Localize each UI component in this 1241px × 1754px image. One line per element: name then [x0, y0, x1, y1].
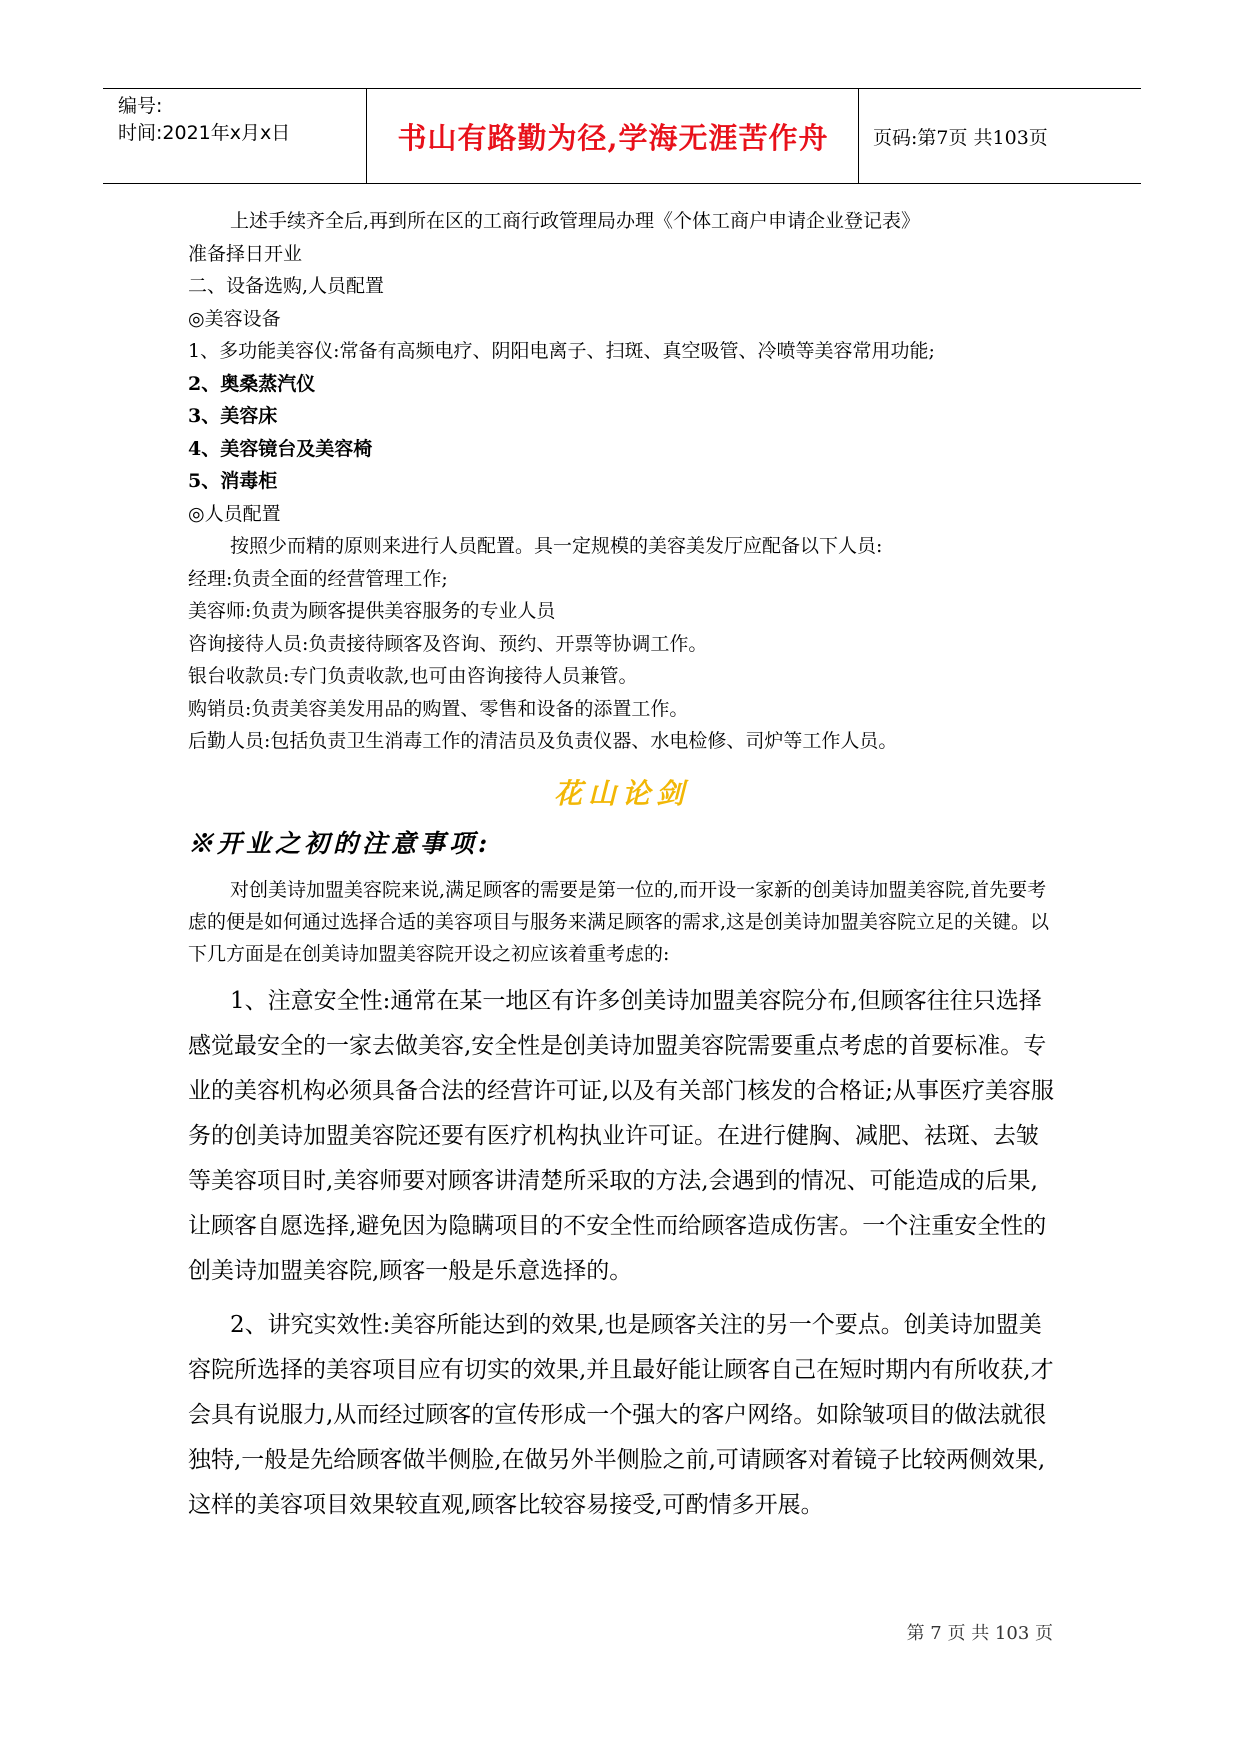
header-divider: [366, 89, 367, 183]
staff-item: 美容师:负责为顾客提供美容服务的专业人员: [188, 600, 556, 622]
intro-line: 上述手续齐全后,再到所在区的工商行政管理局办理《个体工商户申请企业登记表》: [230, 210, 921, 232]
equipment-item: 3、美容床: [188, 405, 278, 427]
equipment-item: 1、多功能美容仪:常备有高频电疗、阴阳电离子、扫斑、真空吸管、冷喷等美容常用功能;: [188, 340, 935, 362]
header-meta: [118, 93, 363, 147]
staff-intro: 按照少而精的原则来进行人员配置。具一定规模的美容美发厅应配备以下人员:: [230, 535, 883, 557]
staff-item: 后勤人员:包括负责卫生消毒工作的清洁员及负责仪器、水电检修、司炉等工作人员。: [188, 730, 898, 752]
equipment-heading: ◎美容设备: [188, 307, 281, 330]
section-heading: 二、设备选购,人员配置: [188, 275, 385, 297]
staff-item: 咨询接待人员:负责接待顾客及咨询、预约、开票等协调工作。: [188, 632, 708, 655]
page-footer: 第 7 页 共 103 页: [906, 1623, 1053, 1644]
equipment-item: 4、美容镜台及美容椅: [188, 437, 373, 460]
document-number-label: 编号:: [118, 95, 163, 117]
paragraph-effectiveness: 2、讲究实效性:美容所能达到的效果,也是顾客关注的另一个要点。创美诗加盟美容院所选择的美容项目应有切实的效果,并且最好能让顾客自己在短时期内有所收获,才会具有说服力,从而经过顾客的宣传形成一个强大的客户网络。如除皱项目的做法就很独特,一般是先给顾客做半侧脸,在做另外半侧脸之前,可请顾客对着镜子比较两侧效果,这样的美容项目效果较直观,顾客比较容易接受,可酌情多开展。: [188, 1311, 1054, 1518]
intro-line: 准备择日开业: [188, 242, 303, 265]
page-content: [188, 205, 1056, 1528]
header-page-code: 页码:第7页 共103页: [873, 126, 1048, 149]
header-motto: 书山有路勤为径,学海无涯苦作舟: [397, 120, 829, 155]
equipment-item: 2、奥桑蒸汽仪: [188, 372, 316, 395]
page-header: [103, 88, 1141, 184]
staff-item: 银台收款员:专门负责收款,也可由咨询接待人员兼管。: [188, 665, 638, 687]
staff-item: 购销员:负责美容美发用品的购置、零售和设备的添置工作。: [188, 697, 689, 720]
subtitle: ※开业之初的注意事项:: [188, 828, 492, 858]
document-time: 时间:2021年x月x日: [118, 122, 291, 144]
paragraph-safety: 1、注意安全性:通常在某一地区有许多创美诗加盟美容院分布,但顾客往往只选择感觉最安全的一家去做美容,安全性是创美诗加盟美容院需要重点考虑的首要标准。专业的美容机构必须具备合法的经营许可证,以及有关部门核发的合格证;从事医疗美容服务的创美诗加盟美容院还要有医疗机构执业许可证。在进行健胸、减肥、祛斑、去皱等美容项目时,美容师要对顾客讲清楚所采取的方法,会遇到的情况、可能造成的后果,让顾客自愿选择,避免因为隐瞒项目的不安全性而给顾客造成伤害。一个注重安全性的创美诗加盟美容院,顾客一般是乐意选择的。: [188, 987, 1055, 1284]
staff-heading: ◎人员配置: [188, 502, 281, 525]
section-title: 花山论剑: [553, 776, 690, 810]
equipment-item: 5、消毒柜: [188, 470, 278, 492]
staff-item: 经理:负责全面的经营管理工作;: [188, 567, 448, 590]
intro-paragraph: 对创美诗加盟美容院来说,满足顾客的需要是第一位的,而开设一家新的创美诗加盟美容院,首先要考虑的便是如何通过选择合适的美容项目与服务来满足顾客的需求,这是创美诗加盟美容院立足的关键。以下几方面是在创美诗加盟美容院开设之初应该着重考虑的:: [188, 878, 1050, 965]
